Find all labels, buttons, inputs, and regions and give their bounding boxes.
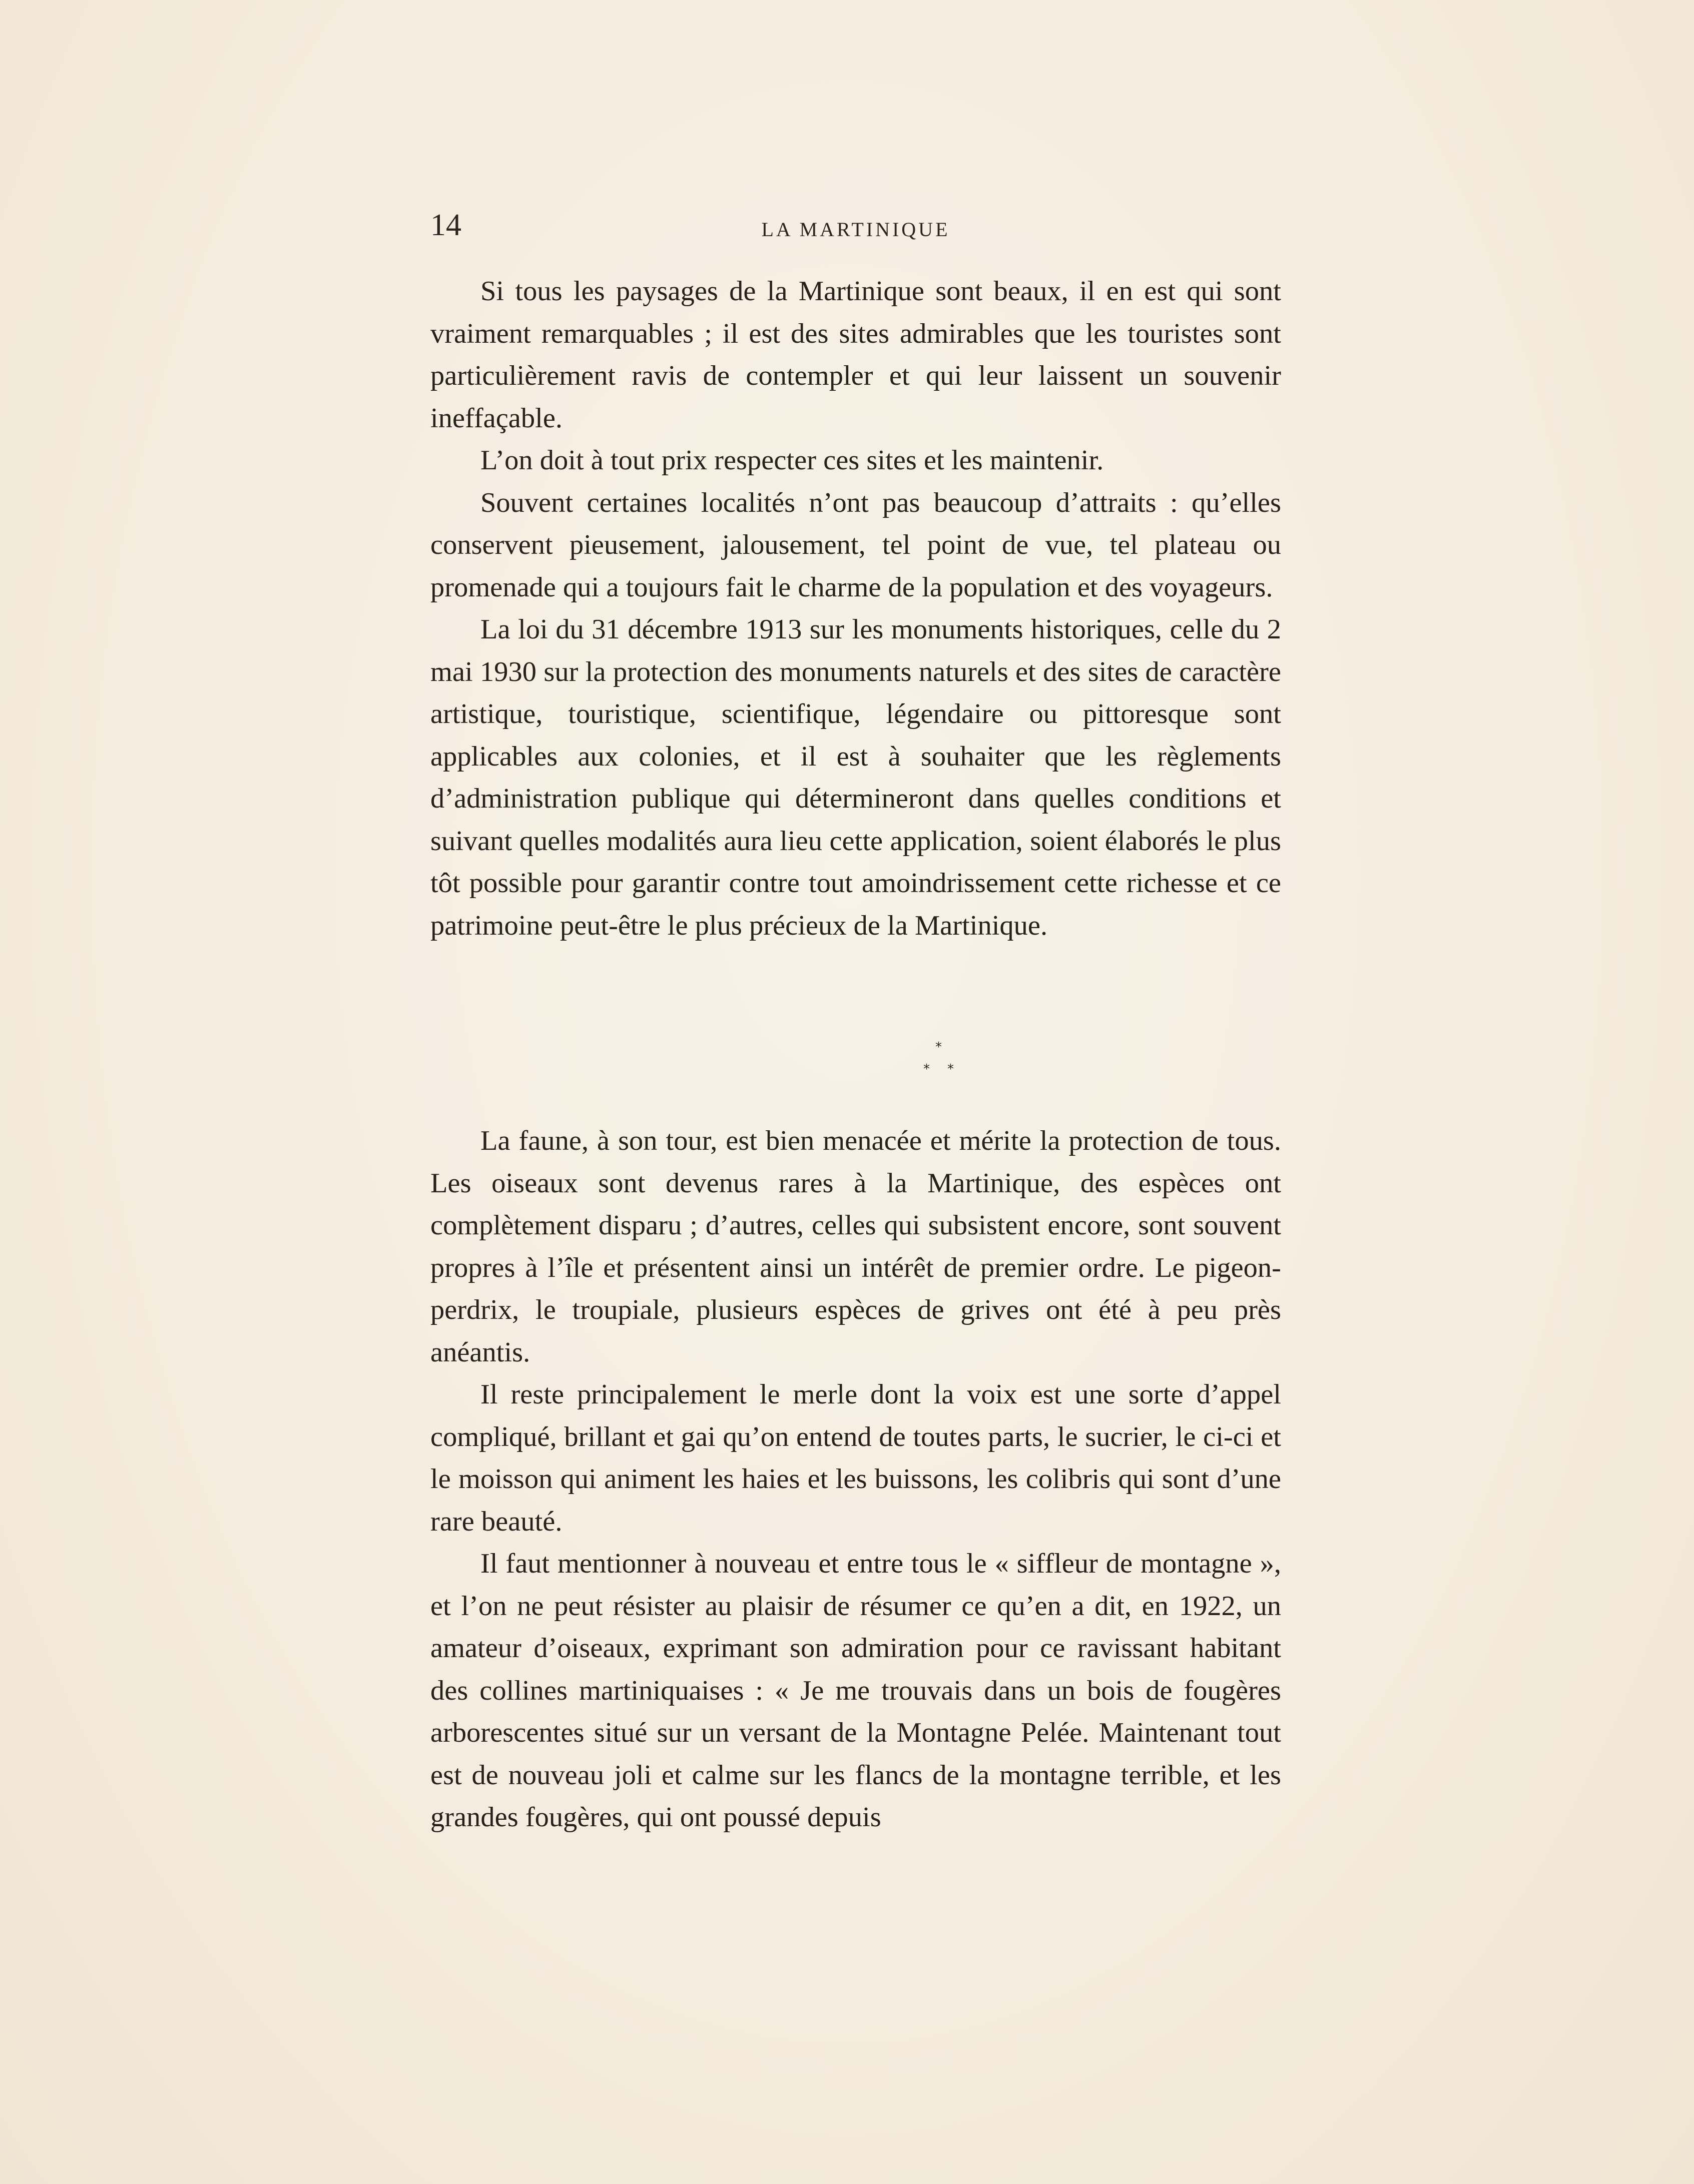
- paragraph-faune: La faune, à son tour, est bien menacée et mérite la protection de tous. Les oiseaux sont devenus rares à la Martinique, des espèces ont complètement disparu ; d’autres, celles qui subsistent encore, sont souvent propres à l’île et présentent ainsi un intérêt de premier ordre. Le pigeon-perdrix, le troupiale, plusieurs espèces de grives ont été à peu près anéantis.: [430, 1125, 1281, 1368]
- asterism-separator: [923, 1041, 958, 1081]
- running-title: LA MARTINIQUE: [761, 218, 950, 241]
- paragraph-localites: Souvent certaines localités n’ont pas beaucoup d’attraits : qu’elles conservent pieusement, jalousement, tel point de vue, tel plateau ou promenade qui a toujours fait le charme de la population et des voyageurs.: [430, 487, 1281, 603]
- asterism-star: *: [935, 1040, 942, 1055]
- paragraph-merle: Il reste principalement le merle dont la voix est une sorte d’appel compliqué, brillant et gai qu’on entend de toutes parts, le sucrier, le ci-ci et le moisson qui animent les haies et les buissons, les colibris qui sont d’une rare beauté.: [430, 1379, 1281, 1537]
- page-number: 14: [430, 208, 461, 242]
- page-header: [430, 208, 1281, 248]
- paragraph-paysages: Si tous les paysages de la Martinique sont beaux, il en est qui sont vraiment remarquables ; il est des sites admirables que les touristes sont particulièrement ravis de contempler et qui leur laissent un souvenir ineffaçable.: [430, 276, 1281, 434]
- section-faune: [430, 1120, 1281, 1839]
- asterism-star: *: [947, 1062, 954, 1077]
- section-sites: [430, 270, 1281, 947]
- paragraph-loi: La loi du 31 décembre 1913 sur les monuments historiques, celle du 2 mai 1930 sur la protection des monuments naturels et des sites de caractère artistique, touristique, scientifique, légendaire ou pittoresque sont applicables aux colonies, et il est à souhaiter que les règlements d’administration publique qui détermineront dans quelles conditions et suivant quelles modalités aura lieu cette application, soient élaborés le plus tôt possible pour garantir contre tout amoindrissement cette richesse et ce patrimoine peut-être le plus précieux de la Martinique.: [430, 614, 1281, 941]
- paragraph-respecter-sites: L’on doit à tout prix respecter ces sites et les maintenir.: [480, 445, 1104, 476]
- paragraph-siffleur: Il faut mentionner à nouveau et entre tous le « siffleur de montagne », et l’on ne peut résister au plaisir de résumer ce qu’en a dit, en 1922, un amateur d’oiseaux, exprimant son admiration pour ce ravissant habitant des collines martiniquaises : « Je me trouvais dans un bois de fougères arborescentes situé sur un versant de la Montagne Pelée. Maintenant tout est de nouveau joli et calme sur les flancs de la montagne terrible, et les grandes fougères, qui ont poussé depuis: [430, 1548, 1281, 1833]
- asterism-star: *: [923, 1062, 930, 1077]
